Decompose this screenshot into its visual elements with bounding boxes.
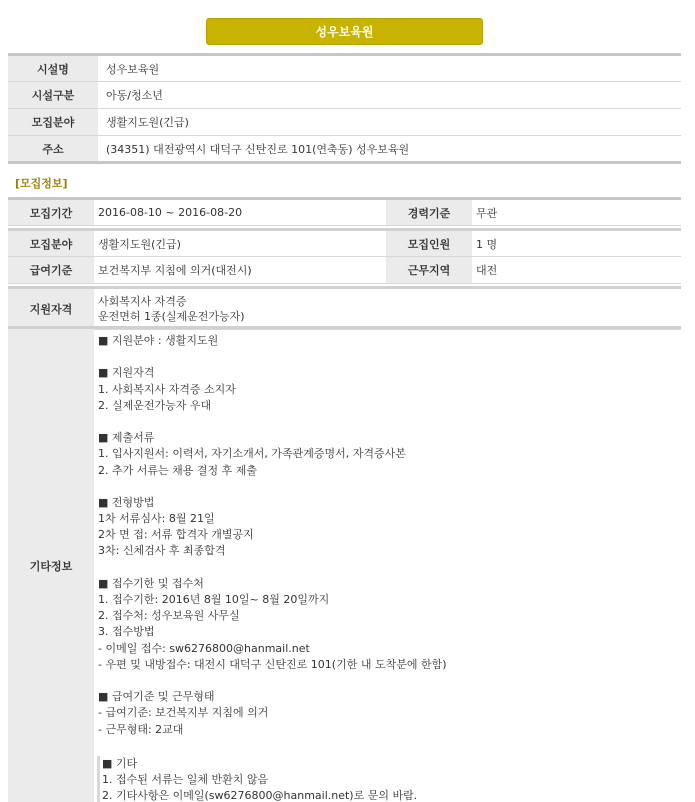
etc-line: ■ 지원자격 bbox=[98, 366, 155, 380]
etc-box-line: 1. 접수된 서류는 일체 반환치 않음 bbox=[102, 773, 269, 787]
count-label: 모집인원 bbox=[386, 230, 472, 257]
facility-row bbox=[8, 55, 681, 82]
recruit-info-table bbox=[8, 197, 681, 330]
facility-info-table bbox=[8, 53, 681, 164]
etc-line: 1. 사회복지사 자격증 소지자 bbox=[98, 382, 236, 396]
etc-line: 2. 실제운전가능자 우대 bbox=[98, 398, 212, 412]
qualification-line: 사회복지사 자격증 bbox=[98, 295, 187, 308]
etc-line: 1차 서류심사: 8월 21일 bbox=[98, 512, 215, 526]
region-label: 근무지역 bbox=[386, 257, 472, 284]
facility-row-label: 모집분야 bbox=[8, 109, 98, 136]
facility-row bbox=[8, 136, 681, 163]
etc-info-body bbox=[94, 329, 681, 802]
etc-line: 1. 접수기한: 2016년 8월 10일~ 8월 20일까지 bbox=[98, 593, 330, 606]
etc-box-line: ■ 기타 bbox=[102, 756, 138, 770]
career-value: 무관 bbox=[472, 199, 681, 226]
etc-line: 2차 면 접: 서류 합격자 개별공지 bbox=[98, 528, 254, 542]
facility-row-label: 시설명 bbox=[8, 55, 98, 82]
etc-line: 3차: 신체검사 후 최종합격 bbox=[98, 544, 226, 558]
salary-value: 보건복지부 지침에 의거(대전시) bbox=[94, 257, 386, 284]
etc-line bbox=[98, 349, 681, 365]
salary-label: 급여기준 bbox=[8, 257, 94, 284]
period-label: 모집기간 bbox=[8, 199, 94, 226]
etc-line: ■ 전형방법 bbox=[98, 495, 155, 509]
facility-row-value: (34351) 대전광역시 대덕구 신탄진로 101(연축동) 성우보육원 bbox=[98, 136, 681, 163]
etc-line: - 근무형태: 2교대 bbox=[98, 722, 184, 736]
etc-line: 3. 접수방법 bbox=[98, 625, 155, 639]
field-value: 생활지도원(긴급) bbox=[94, 230, 386, 257]
recruit-row-field bbox=[8, 230, 681, 257]
facility-row-value: 아동/청소년 bbox=[98, 82, 681, 109]
etc-line: ■ 지원분야 : 생활지도원 bbox=[98, 334, 219, 347]
page-title: 성우보육원 bbox=[206, 18, 483, 45]
etc-misc-box bbox=[97, 756, 681, 802]
etc-line: - 우편 및 내방접수: 대전시 대덕구 신탄진로 101(기한 내 도착분에 한함) bbox=[98, 657, 447, 671]
etc-line: - 이메일 접수: sw6276800@hanmail.net bbox=[98, 641, 310, 655]
recruit-row-salary bbox=[8, 257, 681, 284]
etc-line bbox=[98, 560, 681, 576]
etc-line bbox=[98, 479, 681, 495]
qualification-label: 지원자격 bbox=[8, 288, 94, 330]
etc-line: 2. 접수처: 성우보육원 사무실 bbox=[98, 609, 240, 623]
facility-row-label: 주소 bbox=[8, 136, 98, 163]
recruit-row-period bbox=[8, 199, 681, 226]
facility-row bbox=[8, 82, 681, 109]
career-label: 경력기준 bbox=[386, 199, 472, 226]
facility-row-value: 생활지도원(긴급) bbox=[98, 109, 681, 136]
etc-line: ■ 접수기한 및 접수처 bbox=[98, 576, 204, 590]
facility-row-label: 시설구분 bbox=[8, 82, 98, 109]
etc-line: - 급여기준: 보건복지부 지침에 의거 bbox=[98, 706, 269, 720]
qualification-line: 운전면허 1종(실제운전가능자) bbox=[98, 310, 245, 323]
etc-line bbox=[98, 414, 681, 430]
etc-line: ■ 제출서류 bbox=[98, 431, 155, 445]
etc-line bbox=[98, 738, 681, 754]
etc-line bbox=[98, 673, 681, 689]
etc-info-section bbox=[8, 326, 681, 802]
qualification-value bbox=[94, 288, 681, 330]
facility-row-value: 성우보육원 bbox=[98, 55, 681, 82]
recruit-row-qualification bbox=[8, 288, 681, 330]
period-value: 2016-08-10 ~ 2016-08-20 bbox=[94, 199, 386, 226]
etc-line: ■ 급여기준 및 근무형태 bbox=[98, 690, 215, 704]
region-value: 대전 bbox=[472, 257, 681, 284]
field-label: 모집분야 bbox=[8, 230, 94, 257]
etc-line: 2. 추가 서류는 채용 결정 후 제출 bbox=[98, 463, 257, 477]
etc-line: 1. 입사지원서: 이력서, 자기소개서, 가족관계증명서, 자격증사본 bbox=[98, 447, 406, 461]
facility-row bbox=[8, 109, 681, 136]
section-label-recruit-info: [모집정보] bbox=[15, 177, 68, 190]
etc-info-label: 기타정보 bbox=[8, 329, 94, 802]
etc-box-line: 2. 기타사항은 이메일(sw6276800@hanmail.net)로 문의 바람. bbox=[102, 789, 418, 802]
count-value: 1 명 bbox=[472, 230, 681, 257]
